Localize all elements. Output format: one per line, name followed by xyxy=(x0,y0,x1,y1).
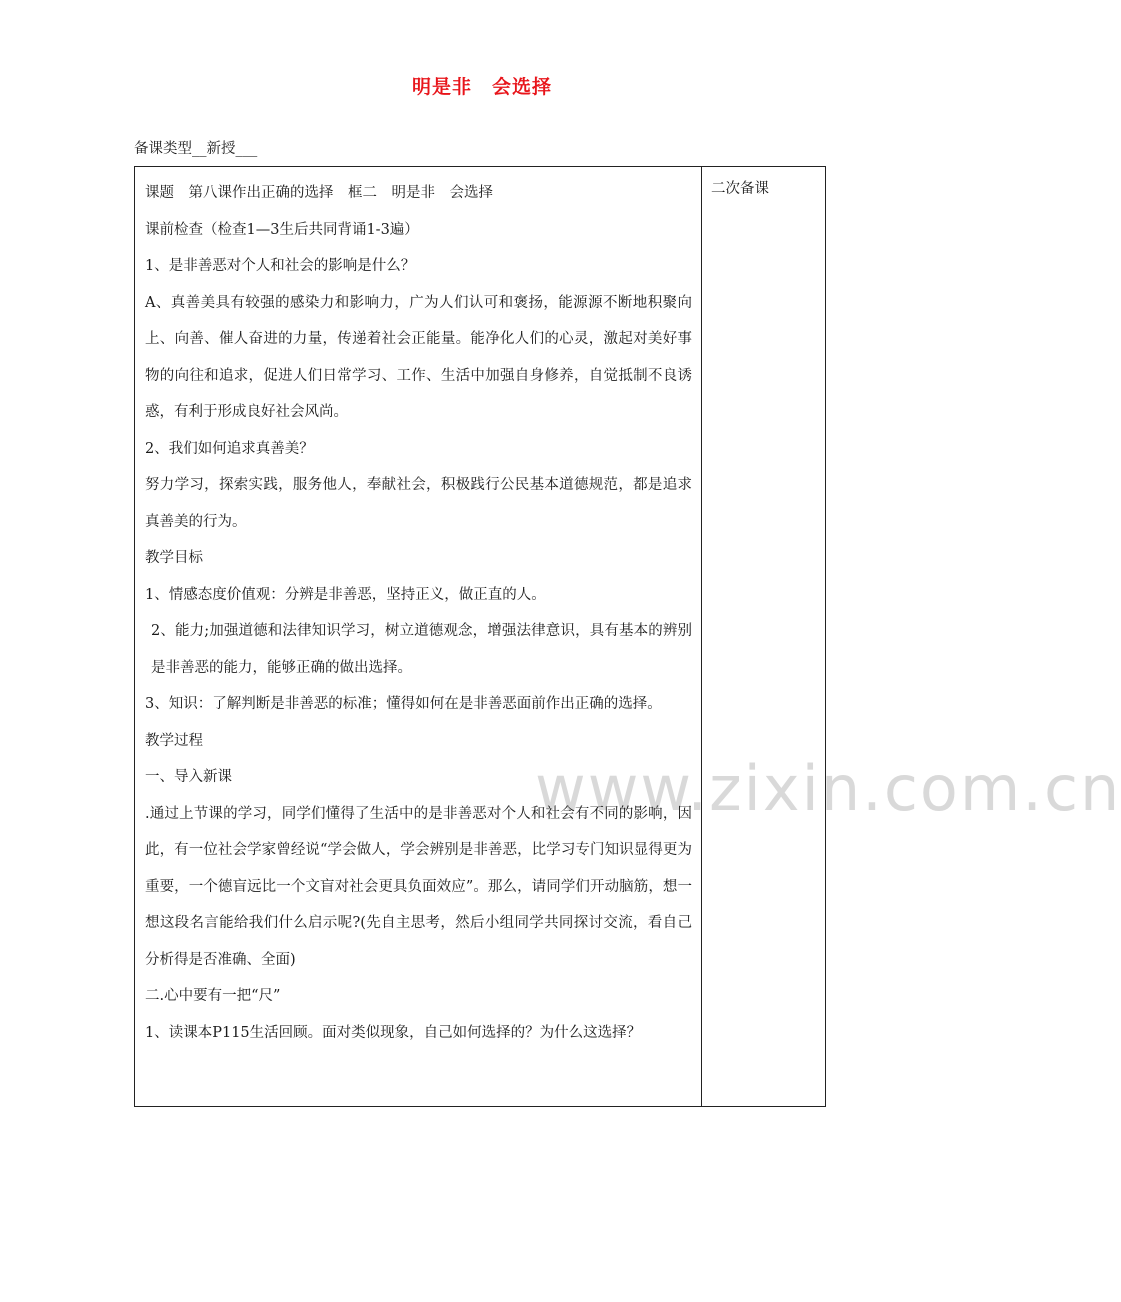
step-1-heading: 一、导入新课 xyxy=(145,769,232,785)
goal-3: 3、知识：了解判断是非善恶的标准；懂得如何在是非善恶面前作出正确的选择。 xyxy=(145,696,662,712)
question-2: 2、我们如何追求真善美？ xyxy=(145,440,314,457)
lesson-type-line: 备课类型__新授___ xyxy=(134,141,258,157)
pre-class-check: 课前检查（检查1—3生后共同背诵1-3遍） xyxy=(145,221,419,238)
goal-2: 2、能力;加强道德和法律知识学习，树立道德观念，增强法律意识，具有基本的辨别是非善恶的能力，能够正确的做出选择。 xyxy=(151,623,692,676)
column-divider xyxy=(701,167,702,1106)
section-heading-goals: 教学目标 xyxy=(145,550,203,566)
answer-2: 努力学习，探索实践，服务他人，奉献社会，积极践行公民基本道德规范，都是追求真善美的行为。 xyxy=(145,477,692,530)
step-1-body: .通过上节课的学习，同学们懂得了生活中的是非善恶对个人和社会有不同的影响，因此，有一位社会学家曾经说“学会做人，学会辨别是非善恶，比学习专门知识显得更为重要，一个德盲远比一个文盲对社会更具负面效应”。那么，请同学们开动脑筋，想一想这段名言能给我们什么启示呢?(先自主思考，然后小组同学共同探讨交流，看自己分析得是否准确、全面) xyxy=(145,805,692,968)
answer-1: A、真善美具有较强的感染力和影响力，广为人们认可和褒扬，能源源不断地积聚向上、向善、催人奋进的力量，传递着社会正能量。能净化人们的心灵，激起对美好事物的向往和追求，促进人们日常学习、工作、生活中加强自身修养，自觉抵制不良诱惑，有利于形成良好社会风尚。 xyxy=(145,294,692,420)
section-heading-process: 教学过程 xyxy=(145,732,203,749)
lesson-content xyxy=(145,175,692,1051)
lesson-topic: 课题 第八课作出正确的选择 框二 明是非 会选择 xyxy=(145,185,493,201)
step-2-item-1: 1、读课本P115生活回顾。面对类似现象，自己如何选择的？为什么这选择？ xyxy=(145,1024,642,1041)
question-1: 1、是非善恶对个人和社会的影响是什么？ xyxy=(145,258,416,274)
step-2-heading: 二.心中要有一把“尺” xyxy=(145,988,281,1004)
goal-1: 1、情感态度价值观：分辨是非善恶，坚持正义，做正直的人。 xyxy=(145,586,546,603)
watermark: www.zixin.com.cn xyxy=(535,752,1121,825)
secondary-prep-header: 二次备课 xyxy=(711,181,769,197)
lesson-table xyxy=(134,166,1121,1107)
page-title: 明是非 会选择 xyxy=(411,76,552,98)
